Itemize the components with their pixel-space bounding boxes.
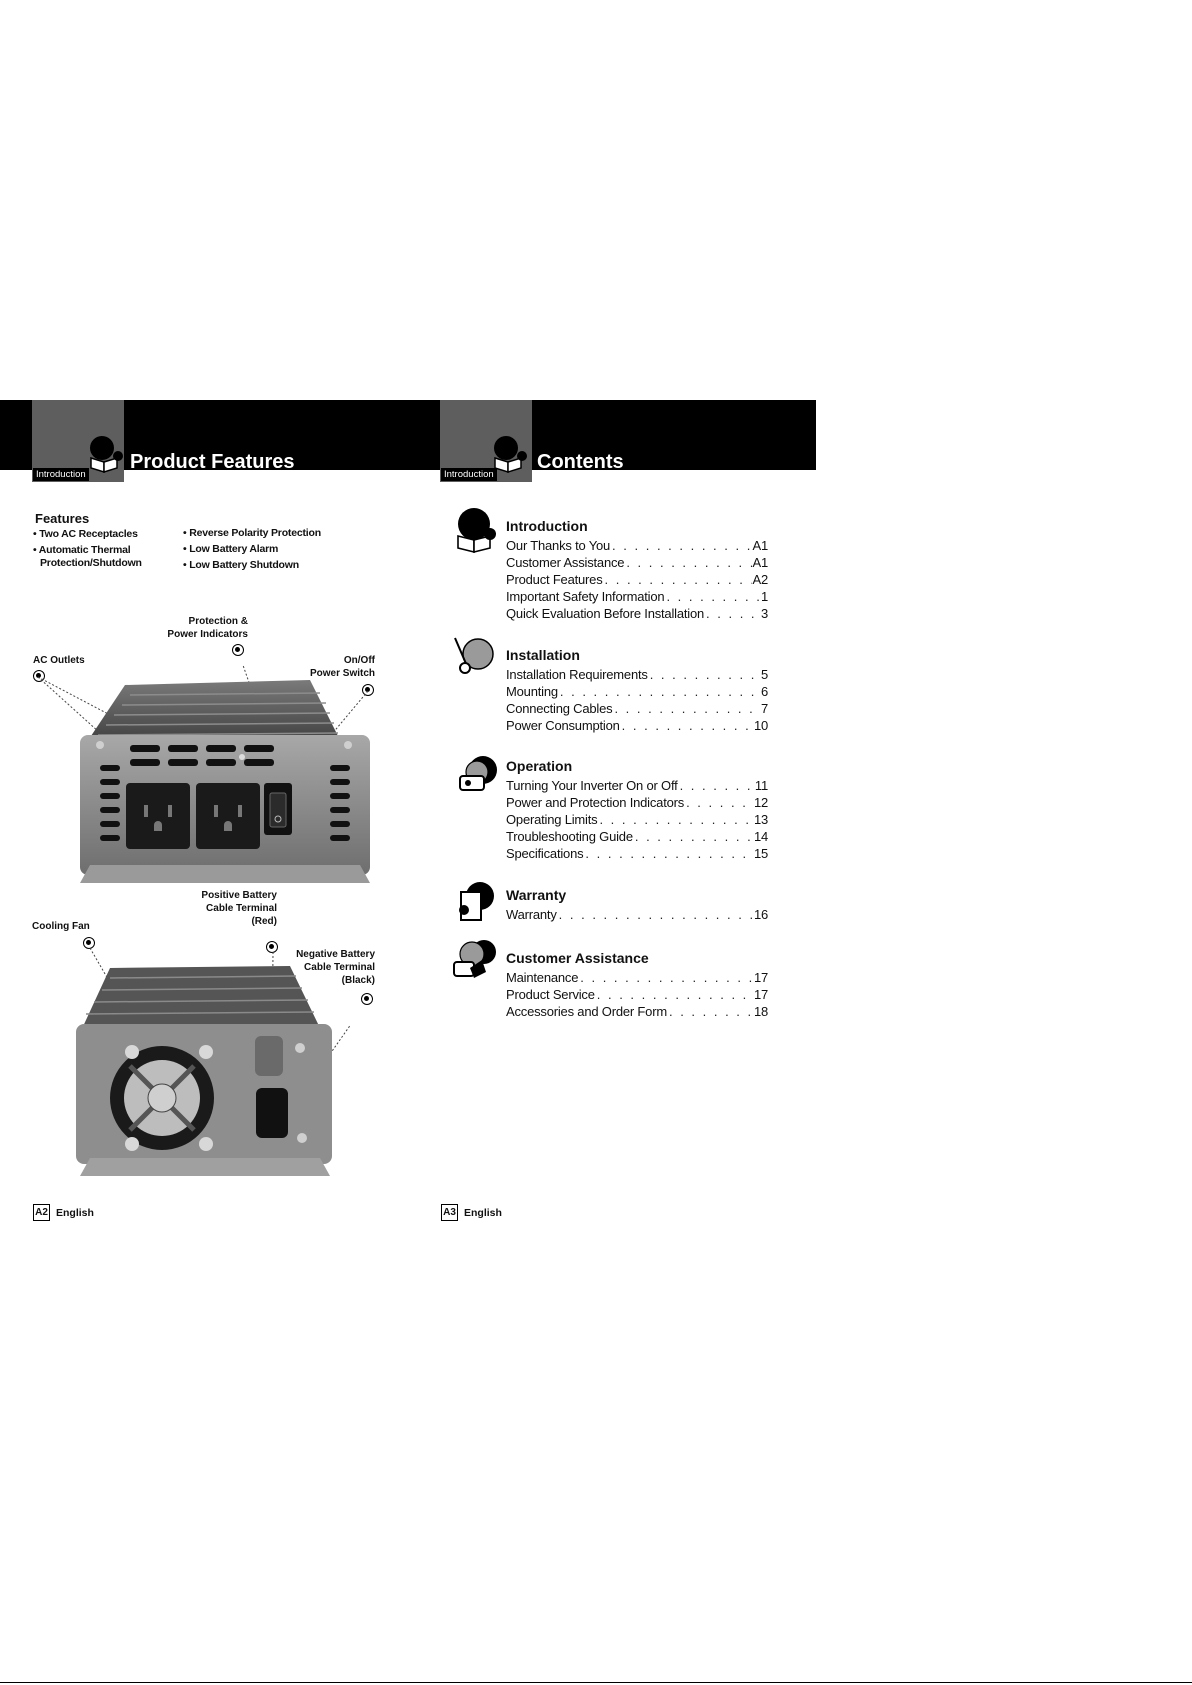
features-list-left	[33, 528, 142, 573]
toc-entry	[506, 811, 768, 828]
wrench-icon	[453, 636, 497, 676]
book-icon	[454, 506, 498, 554]
toc-entry	[506, 717, 768, 734]
toc-entry-page: 17	[753, 987, 768, 1002]
page-number-badge: A2	[33, 1204, 50, 1221]
callout-line: Power Indicators	[167, 629, 248, 640]
features-heading: Features	[35, 511, 90, 526]
toc-entry-title: Quick Evaluation Before Installation	[506, 606, 705, 621]
toc-section-customer-assistance	[506, 950, 768, 1020]
callout-cooling-fan: Cooling Fan	[32, 921, 90, 932]
toc-entry-page: 12	[753, 795, 768, 810]
left-section-tag: Introduction	[33, 468, 89, 481]
toc-entry	[506, 986, 768, 1003]
toc-entry-page: 10	[753, 718, 768, 733]
callout-line: (Red)	[251, 916, 277, 927]
callout-positive-terminal	[160, 889, 277, 928]
toc-entry	[506, 794, 768, 811]
inverter-front-photo	[30, 665, 390, 890]
toc-section-installation	[506, 647, 768, 734]
toc-entry-page: 16	[753, 907, 768, 922]
left-page-title: Product Features	[130, 451, 295, 473]
callout-line: Cable Terminal	[206, 903, 277, 914]
page-number-badge: A3	[441, 1204, 458, 1221]
people-icon	[452, 938, 500, 982]
toc-entry-title: Specifications	[506, 846, 584, 861]
toc-entry-page: 15	[753, 846, 768, 861]
features-list-right	[183, 527, 321, 575]
toc-entry	[506, 1003, 768, 1020]
callout-dot	[361, 993, 373, 1005]
toc-entry-title: Warranty	[506, 907, 557, 922]
feature-item: • Automatic Thermal	[33, 544, 131, 556]
toc-section-heading: Installation	[506, 647, 580, 663]
toc-entry-title: Product Service	[506, 987, 595, 1002]
right-page-title: Contents	[537, 451, 624, 473]
right-section-tag: Introduction	[441, 468, 497, 481]
footer-language: English	[464, 1206, 502, 1219]
callout-ac-outlets: AC Outlets	[33, 655, 85, 666]
toc-entry-title: Connecting Cables	[506, 701, 613, 716]
toc-entry-page: A1	[752, 555, 768, 570]
toc-entry-page: 6	[760, 684, 768, 699]
toc-entry-title: Product Features	[506, 572, 603, 587]
callout-protection-indicators	[130, 615, 248, 641]
callout-dot	[232, 644, 244, 656]
document-icon	[456, 880, 496, 924]
callout-line: Negative Battery	[296, 949, 375, 960]
callout-line: Cable Terminal	[304, 962, 375, 973]
toc-section-heading: Operation	[506, 758, 573, 774]
toc-entry-title: Customer Assistance	[506, 555, 625, 570]
toc-entry	[506, 554, 768, 571]
inverter-rear-photo	[70, 948, 350, 1183]
toc-entry	[506, 588, 768, 605]
toc-entry	[506, 845, 768, 862]
toc-entry-title: Our Thanks to You	[506, 538, 611, 553]
toc-entry-page: A2	[752, 572, 768, 587]
toc-entry-title: Accessories and Order Form	[506, 1004, 667, 1019]
right-footer	[441, 1204, 502, 1221]
callout-line: On/Off	[343, 655, 375, 666]
toc-section-heading: Warranty	[506, 887, 567, 903]
feature-item: • Low Battery Shutdown	[183, 559, 299, 571]
toc-entry	[506, 906, 768, 923]
callout-line: Positive Battery	[201, 890, 277, 901]
feature-item: • Low Battery Alarm	[183, 543, 279, 555]
toc-entry-title: Power and Protection Indicators	[506, 795, 685, 810]
toc-entry-title: Operating Limits	[506, 812, 598, 827]
feature-item: • Two AC Receptacles	[33, 528, 138, 540]
scan-bottom-edge	[0, 1682, 1192, 1683]
toc-entry	[506, 571, 768, 588]
toc-section-operation	[506, 758, 768, 862]
toc-entry-title: Power Consumption	[506, 718, 620, 733]
toc-entry-page: A1	[752, 538, 768, 553]
toc-section-warranty	[506, 887, 768, 923]
toc-entry-title: Mounting	[506, 684, 558, 699]
left-footer	[33, 1204, 94, 1221]
toc-entry-page: 3	[760, 606, 768, 621]
toc-section-heading: Introduction	[506, 518, 588, 534]
toc-entry	[506, 700, 768, 717]
feature-item: Protection/Shutdown	[40, 557, 142, 569]
toc-entry	[506, 683, 768, 700]
toc-entry	[506, 969, 768, 986]
callout-line: (Black)	[341, 975, 375, 986]
toc-entry	[506, 537, 768, 554]
toc-entry-page: 5	[760, 667, 768, 682]
toc-entry-page: 7	[760, 701, 768, 716]
toc-section-heading: Customer Assistance	[506, 950, 649, 966]
toc-entry-page: 11	[754, 778, 768, 793]
callout-line: Protection &	[188, 616, 248, 627]
toc-entry-page: 13	[753, 812, 768, 827]
toc-entry	[506, 666, 768, 683]
feature-item: • Reverse Polarity Protection	[183, 527, 321, 539]
toc-entry	[506, 777, 768, 794]
toc-entry-page: 1	[760, 589, 768, 604]
callout-line: Power Switch	[309, 668, 375, 679]
toc-entry-title: Turning Your Inverter On or Off	[506, 778, 678, 793]
toc-entry	[506, 828, 768, 845]
cobra-logo-icon	[492, 434, 528, 474]
toc-entry-title: Installation Requirements	[506, 667, 648, 682]
toc-section-introduction	[506, 518, 768, 622]
toc-entry-page: 18	[753, 1004, 768, 1019]
toc-entry-title: Maintenance	[506, 970, 579, 985]
toc-entry-page: 17	[753, 970, 768, 985]
toc-entry-title: Troubleshooting Guide	[506, 829, 633, 844]
device-icon	[457, 754, 501, 794]
toc-entry	[506, 605, 768, 622]
toc-entry-title: Important Safety Information	[506, 589, 665, 604]
toc-entry-page: 14	[753, 829, 768, 844]
footer-language: English	[56, 1206, 94, 1219]
cobra-logo-icon	[88, 434, 124, 474]
